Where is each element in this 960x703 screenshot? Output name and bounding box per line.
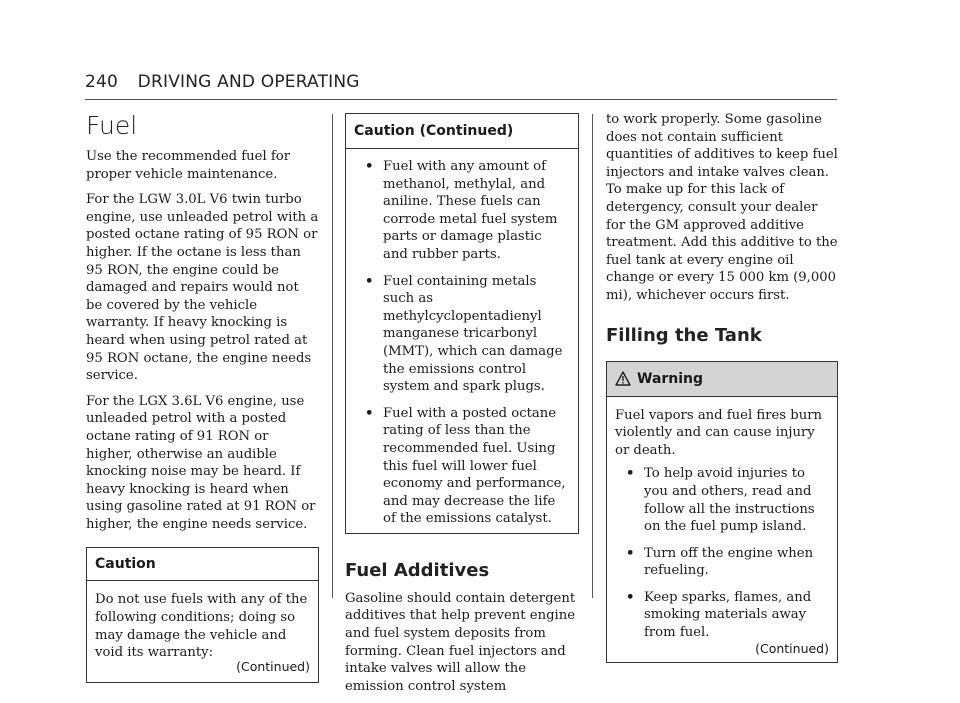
column-divider-1 xyxy=(332,114,333,598)
caution-continued-title: Caution (Continued) xyxy=(346,114,578,149)
list-item: • Fuel with any amount of methanol, methylal, and aniline. These fuels can corrode metal fuel system parts or damage plastic and rubber parts. xyxy=(365,159,558,262)
additives-paragraph-end: to work properly. Some gasoline does not contain sufficient quantities of additives to keep fuel injectors and intake valves clean. To make up for this lack of detergency, consult your dealer for the GM approved additive treatment. Add this additive to the fuel tank at every engine oil change or every 15 000 km (9,000 mi), whichever occurs first. xyxy=(606,112,838,303)
column-3 xyxy=(606,111,840,663)
section-title: DRIVING AND OPERATING xyxy=(137,72,360,92)
additives-paragraph-start: Gasoline should contain detergent additives that help prevent engine and fuel system deposits from forming. Clean fuel injectors and intake valves will allow the emission control system xyxy=(345,590,576,694)
fuel-paragraph: For the LGW 3.0L V6 twin turbo engine, use unleaded petrol with a posted octane rating of 95 RON or higher. If the octane is less than 95 RON, the engine could be damaged and repairs would not be covered by the vehicle warranty. If heavy knocking is heard when using petrol rated at 95 RON octane, the engine needs service. xyxy=(86,192,319,384)
column-1 xyxy=(86,112,319,683)
warning-text: Fuel vapors and fuel fires burn violently and can cause injury or death. xyxy=(615,407,822,458)
header-rule xyxy=(85,99,837,100)
continued-label: (Continued) xyxy=(755,640,829,656)
column-divider-2 xyxy=(592,114,593,598)
warning-list xyxy=(615,465,829,641)
caution-text: Do not use fuels with any of the following conditions; doing so may damage the vehicle and void its warranty: xyxy=(95,592,308,661)
caution-box xyxy=(86,547,319,682)
caution-continued-box xyxy=(345,113,579,534)
page-number: 240 xyxy=(85,72,119,92)
page-header xyxy=(85,72,360,92)
warning-title: Warning xyxy=(637,370,704,387)
list-item: • Turn off the engine when refueling. xyxy=(626,545,814,579)
caution-title: Caution xyxy=(87,548,318,581)
warning-header xyxy=(607,362,837,397)
list-item: • Keep sparks, flames, and smoking materials away from fuel. xyxy=(626,589,812,641)
fuel-heading: Fuel xyxy=(86,111,138,140)
filling-heading: Filling the Tank xyxy=(606,324,762,346)
column-2 xyxy=(345,113,579,703)
warning-triangle-icon xyxy=(615,371,631,386)
continued-label: (Continued) xyxy=(236,658,310,674)
list-item: • Fuel containing metals such as methylcyclopentadienyl manganese tricarbonyl (MMT), which can damage the emissions control system and spark plugs. xyxy=(365,273,563,395)
list-item: • To help avoid injuries to you and others, read and follow all the instructions on the fuel pump island. xyxy=(626,466,815,535)
fuel-paragraph: Use the recommended fuel for proper vehicle maintenance. xyxy=(86,149,291,182)
list-item: • Fuel with a posted octane rating of less than the recommended fuel. Using this fuel will lower fuel economy and performance, and may decrease the life of the emissions catalyst. xyxy=(365,405,566,527)
fuel-additives-heading: Fuel Additives xyxy=(345,559,490,581)
warning-box xyxy=(606,361,838,663)
caution-list xyxy=(354,158,570,528)
fuel-paragraph: For the LGX 3.6L V6 engine, use unleaded petrol with a posted octane rating of 91 RON or higher, otherwise an audible knocking noise may be heard. If heavy knocking is heard when using gasoline rated at 91 RON or higher, the engine needs service. xyxy=(86,393,316,532)
